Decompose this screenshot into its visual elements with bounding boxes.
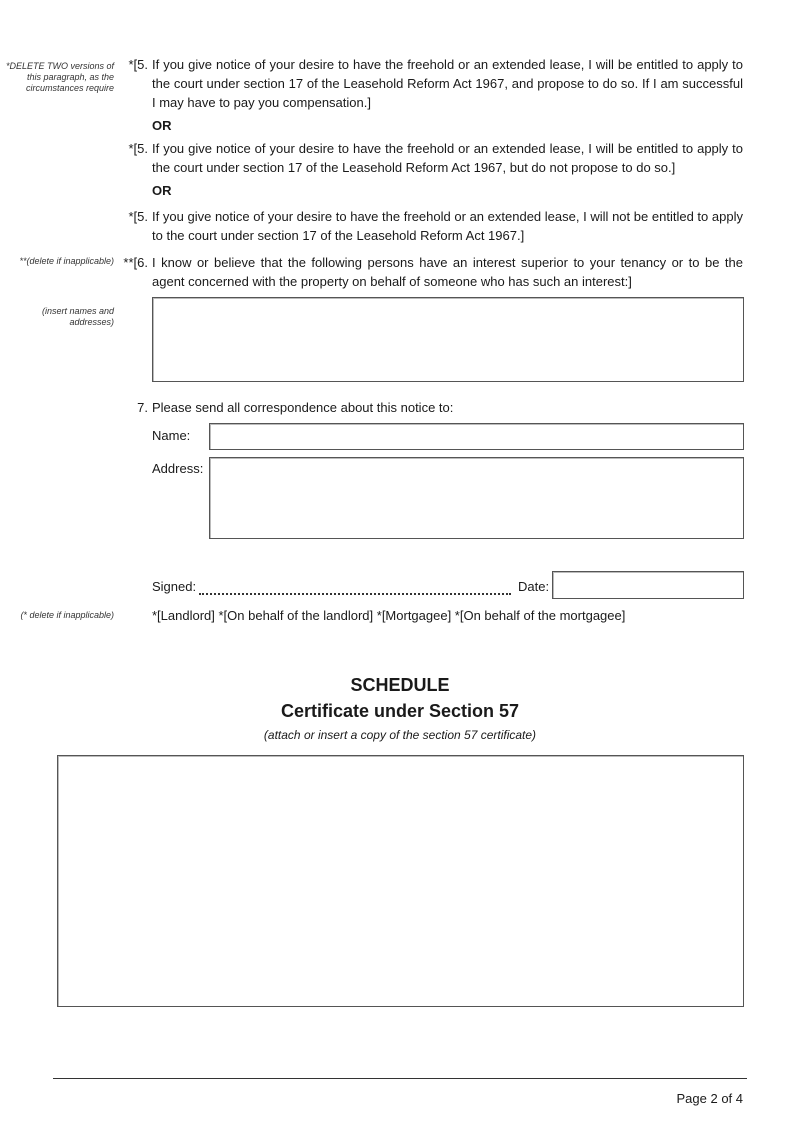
name-input[interactable] xyxy=(209,423,744,450)
signature-line[interactable] xyxy=(199,583,511,595)
signed-label: Signed: xyxy=(152,579,197,594)
margin-note-insert-names: (insert names and addresses) xyxy=(41,306,114,327)
date-input[interactable] xyxy=(552,571,744,599)
section-57-certificate-area[interactable] xyxy=(57,755,744,1007)
paragraph-7-correspondence: Please send all correspondence about this notice to: xyxy=(152,400,454,415)
paragraph-marker: *[5. xyxy=(128,209,148,224)
paragraph-5-option-b: If you give notice of your desire to have the freehold or an extended lease, I will be entitled to apply to the court under section 17 of the Leasehold Reform Act 1967, but do not propose to do so.] xyxy=(152,141,743,175)
paragraph-5-option-a: If you give notice of your desire to have the freehold or an extended lease, I will be entitled to apply to the court under section 17 of the Leasehold Reform Act 1967, and propose to do so. If I am successful I may have to pay you compensation.] xyxy=(152,57,743,110)
paragraph-5-option-c: If you give notice of your desire to have the freehold or an extended lease, I will not be entitled to apply to the court under section 17 of the Leasehold Reform Act 1967.] xyxy=(152,209,743,243)
paragraph-marker: *[5. xyxy=(128,141,148,156)
superior-interests-input[interactable] xyxy=(152,297,744,382)
page-number: Page 2 of 4 xyxy=(676,1091,743,1106)
schedule-subtitle: Certificate under Section 57 xyxy=(280,701,520,721)
footer-divider xyxy=(53,1078,747,1079)
name-label: Name: xyxy=(152,428,191,443)
signatory-capacity-options: *[Landlord] *[On behalf of the landlord] *[Mortgagee] *[On behalf of the mortgagee] xyxy=(152,608,626,623)
date-label: Date: xyxy=(518,579,550,594)
or-separator: OR xyxy=(152,118,172,133)
paragraph-6-superior-interests: I know or believe that the following persons have an interest superior to your tenancy or to be the agent concerned with the property on behalf of someone who has such an interest:] xyxy=(152,255,743,289)
schedule-title: SCHEDULE xyxy=(350,675,450,695)
paragraph-marker: 7. xyxy=(137,400,148,415)
paragraph-marker: **[6. xyxy=(123,255,148,270)
or-separator: OR xyxy=(152,183,172,198)
margin-note-delete-if-inapplicable: **(delete if inapplicable) xyxy=(19,256,114,266)
address-label: Address: xyxy=(152,461,204,476)
paragraph-marker: *[5. xyxy=(128,57,148,72)
schedule-instruction: (attach or insert a copy of the section 57 certificate) xyxy=(263,728,537,742)
margin-note-delete-capacity: (* delete if inapplicable) xyxy=(20,610,114,620)
margin-note-delete-two: *DELETE TWO versions of this paragraph, as the circumstances require xyxy=(5,61,114,93)
address-input[interactable] xyxy=(209,457,744,539)
